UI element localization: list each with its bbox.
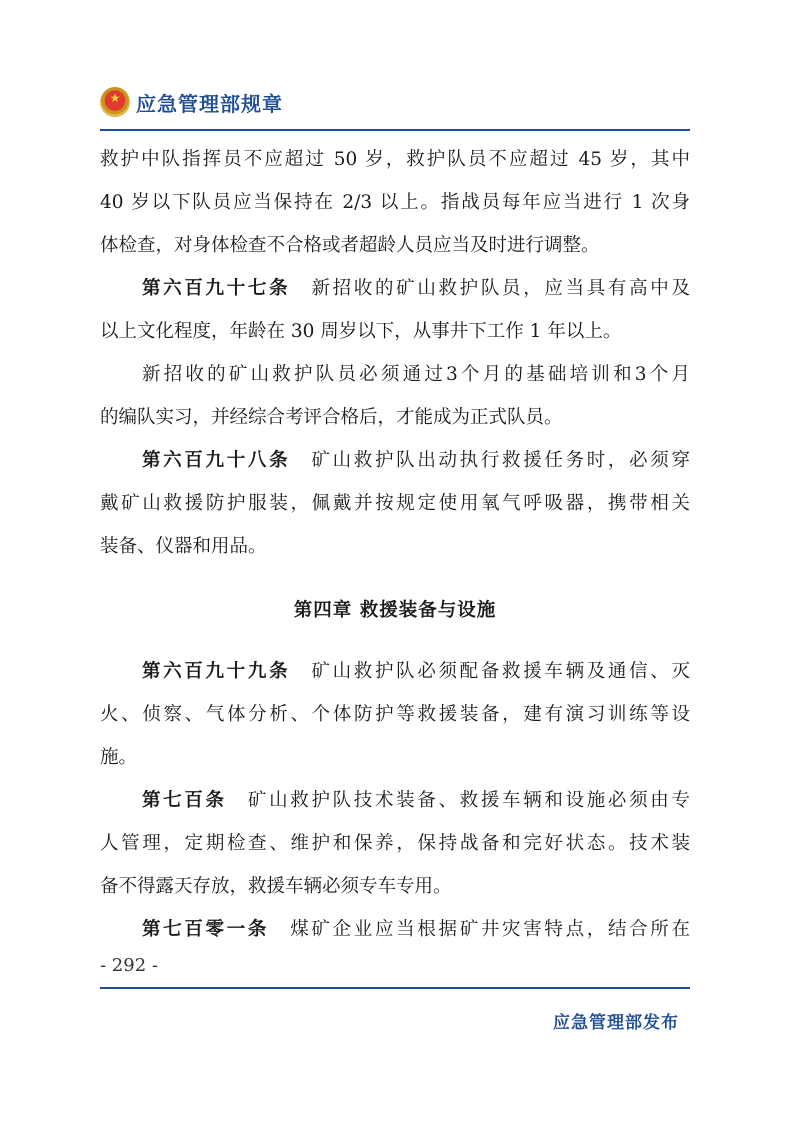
article-700 (100, 779, 690, 822)
national-emblem-icon (100, 87, 130, 117)
article-698 (100, 439, 690, 482)
spacer (100, 632, 690, 650)
article-701 (100, 908, 690, 951)
page-number: - 292 - (100, 955, 158, 976)
text-line: 矿山救护队技术装备、救援车辆和设施必须由专 (247, 790, 690, 811)
spacer (100, 568, 690, 589)
page-header (100, 82, 283, 122)
text-line: 矿山救护队必须配备救援车辆及通信、灭 (311, 661, 690, 682)
document-body (100, 138, 690, 951)
text-line: 以上文化程度，年龄在 30 周岁以下，从事井下工作 1 年以上。 (100, 321, 622, 342)
text-line: 矿山救护队出动执行救援任务时，必须穿 (311, 450, 690, 471)
text-line: 人管理，定期检查、维护和保养，保持战备和完好状态。技术装 (100, 833, 690, 854)
text-line: 40 岁以下队员应当保持在 2/3 以上。指战员每年应当进行 1 次身 (100, 192, 690, 213)
text-line: 体检查，对身体检查不合格或者超龄人员应当及时进行调整。 (100, 235, 600, 256)
text-line: 煤矿企业应当根据矿井灾害特点，结合所在 (290, 919, 690, 940)
footer-publisher: 应急管理部发布 (553, 1013, 679, 1033)
article-label: 第六百九十八条 (142, 450, 291, 471)
text-line: 火、侦察、气体分析、个体防护等救援装备，建有演习训练等设 (100, 704, 690, 725)
text-line: 戴矿山救援防护服装，佩戴并按规定使用氧气呼吸器，携带相关 (100, 493, 690, 514)
article-label: 第七百条 (142, 790, 227, 811)
text-line: 新招收的矿山救护队员，应当具有高中及 (311, 278, 690, 299)
article-label: 第六百九十九条 (142, 661, 291, 682)
text-line: 施。 (100, 747, 138, 768)
article-label: 第七百零一条 (142, 919, 270, 940)
text-line: 备不得露天存放，救援车辆必须专车专用。 (100, 876, 452, 897)
article-label: 第六百九十七条 (142, 278, 291, 299)
text-line: 装备、仪器和用品。 (100, 536, 267, 557)
article-697 (100, 267, 690, 310)
article-699 (100, 650, 690, 693)
footer-divider (100, 987, 690, 989)
text-line: 新招收的矿山救护队员必须通过3个月的基础培训和3个月 (142, 364, 690, 385)
header-title: 应急管理部规章 (136, 91, 283, 116)
chapter-heading: 第四章 救援装备与设施 (293, 600, 497, 621)
text-line: 的编队实习，并经综合考评合格后，才能成为正式队员。 (100, 407, 563, 428)
text-line: 救护中队指挥员不应超过 50 岁，救护队员不应超过 45 岁，其中 (100, 149, 690, 170)
header-divider (100, 129, 690, 131)
